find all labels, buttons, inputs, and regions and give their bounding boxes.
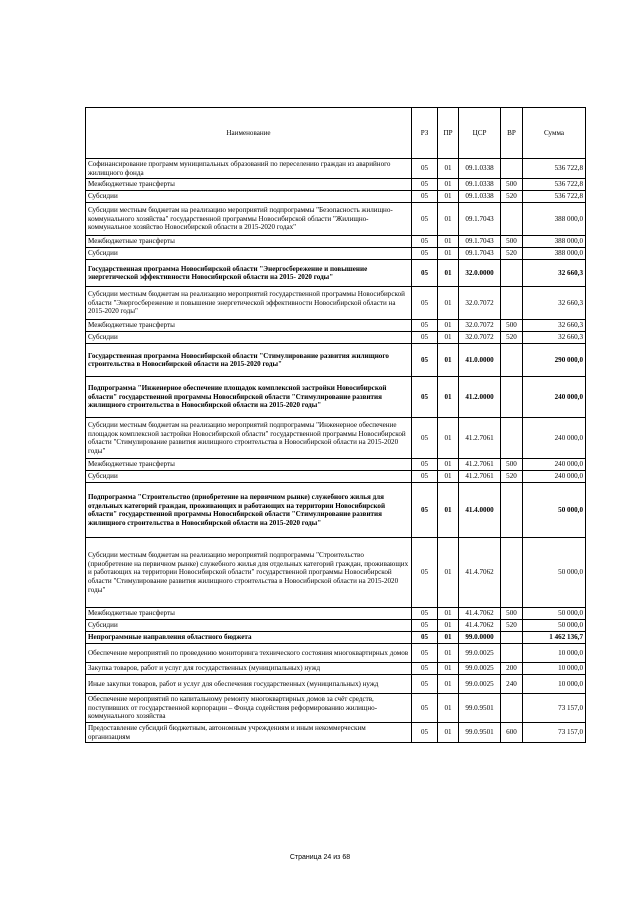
cell-pr: 01	[438, 332, 459, 344]
table-body	[86, 159, 586, 743]
cell-pr: 01	[438, 675, 459, 694]
cell-pr: 01	[438, 377, 459, 418]
cell-pr: 01	[438, 287, 459, 320]
cell-csr: 41.0.0000	[459, 344, 501, 377]
cell-vr: 520	[501, 471, 523, 483]
cell-vr: 500	[501, 459, 523, 471]
cell-csr: 32.0.7072	[459, 287, 501, 320]
cell-csr: 09.1.7043	[459, 203, 501, 236]
cell-pr: 01	[438, 483, 459, 538]
cell-name: Субсидии местным бюджетам на реализацию мероприятий государственной программы Новосибирской области "Энергосбережение и повышение энергетической эффективности Новосибирской области на 2015-2020 годы"	[86, 287, 412, 320]
cell-rz: 05	[412, 344, 438, 377]
cell-vr	[501, 483, 523, 538]
cell-rz: 05	[412, 538, 438, 608]
cell-sum: 10 000,0	[523, 644, 586, 663]
cell-name: Подпрограмма "Строительство (приобретение на первичном рынке) служебного жилья для отдельных категорий граждан, проживающих и работающих на территории Новосибирской области" государственной программы Новосибирской области "Стимулирование развития жилищного строительства в Новосибирской области на 2015-2020 годы"	[86, 483, 412, 538]
cell-sum: 10 000,0	[523, 663, 586, 675]
cell-rz: 05	[412, 248, 438, 260]
cell-vr: 520	[501, 332, 523, 344]
cell-name: Субсидии местным бюджетам на реализацию мероприятий подпрограммы "Строительство (приобретение на первичном рынке) служебного жилья для отдельных категорий граждан, проживающих и работающих на территории Новосибирской области" государственной программы Новосибирской области "Стимулирование развития жилищного строительства в Новосибирской области на 2015-2020 годы"	[86, 538, 412, 608]
cell-pr: 01	[438, 179, 459, 191]
cell-csr: 41.2.0000	[459, 377, 501, 418]
cell-vr	[501, 644, 523, 663]
cell-vr: 500	[501, 608, 523, 620]
cell-rz: 05	[412, 236, 438, 248]
cell-sum: 32 660,3	[523, 287, 586, 320]
cell-name: Межбюджетные трансферты	[86, 179, 412, 191]
cell-name: Субсидии местным бюджетам на реализацию мероприятий подпрограммы "Безопасность жилищно-коммунального хозяйства" государственной программы Новосибирской области "Жилищно-коммунальное хозяйство Новосибирской области в 2015-2020 годах"	[86, 203, 412, 236]
cell-csr: 41.4.7062	[459, 538, 501, 608]
cell-pr: 01	[438, 471, 459, 483]
table-row	[86, 620, 586, 632]
table-row	[86, 236, 586, 248]
cell-pr: 01	[438, 236, 459, 248]
cell-vr	[501, 344, 523, 377]
cell-csr: 41.4.7062	[459, 608, 501, 620]
table-row	[86, 418, 586, 459]
cell-rz: 05	[412, 459, 438, 471]
cell-sum: 10 000,0	[523, 675, 586, 694]
cell-pr: 01	[438, 159, 459, 179]
cell-csr: 99.0.0025	[459, 663, 501, 675]
cell-pr: 01	[438, 203, 459, 236]
table-row	[86, 203, 586, 236]
cell-rz: 05	[412, 675, 438, 694]
cell-rz: 05	[412, 644, 438, 663]
cell-pr: 01	[438, 418, 459, 459]
cell-vr	[501, 159, 523, 179]
cell-vr: 500	[501, 320, 523, 332]
cell-pr: 01	[438, 248, 459, 260]
cell-sum: 50 000,0	[523, 483, 586, 538]
cell-csr: 32.0.7072	[459, 332, 501, 344]
table-row	[86, 632, 586, 644]
cell-csr: 09.1.7043	[459, 236, 501, 248]
cell-name: Межбюджетные трансферты	[86, 608, 412, 620]
cell-name: Обеспечение мероприятий по проведению мониторинга технического состояния многоквартирных домов	[86, 644, 412, 663]
cell-csr: 41.2.7061	[459, 418, 501, 459]
header-sum: Сумма	[523, 108, 586, 159]
cell-name: Предоставление субсидий бюджетным, автономным учреждениям и иным некоммерческим организациям	[86, 722, 412, 742]
cell-pr: 01	[438, 620, 459, 632]
cell-sum: 240 000,0	[523, 377, 586, 418]
cell-name: Софинансирование программ муниципальных образований по переселению граждан из аварийного жилищного фонда	[86, 159, 412, 179]
table-row	[86, 260, 586, 287]
cell-name: Межбюджетные трансферты	[86, 459, 412, 471]
cell-rz: 05	[412, 260, 438, 287]
cell-pr: 01	[438, 320, 459, 332]
cell-name: Государственная программа Новосибирской области "Стимулирование развития жилищного строительства в Новосибирской области на 2015-2020 годы"	[86, 344, 412, 377]
cell-name: Закупка товаров, работ и услуг для государственных (муниципальных) нужд	[86, 663, 412, 675]
table-row	[86, 191, 586, 203]
cell-name: Подпрограмма "Инженерное обеспечение площадок комплексной застройки Новосибирской области" государственной программы Новосибирской области "Стимулирование развития жилищного строительства в Новосибирской области на 2015-2020 годы"	[86, 377, 412, 418]
table-row	[86, 663, 586, 675]
cell-name: Межбюджетные трансферты	[86, 236, 412, 248]
header-name: Наименование	[86, 108, 412, 159]
cell-pr: 01	[438, 538, 459, 608]
cell-name: Государственная программа Новосибирской области "Энергосбережение и повышение энергетической эффективности Новосибирской области на 2015- 2020 годы"	[86, 260, 412, 287]
cell-vr: 240	[501, 675, 523, 694]
table-row	[86, 483, 586, 538]
cell-vr	[501, 632, 523, 644]
cell-vr: 520	[501, 620, 523, 632]
cell-rz: 05	[412, 377, 438, 418]
cell-csr: 99.0.9501	[459, 722, 501, 742]
cell-vr	[501, 203, 523, 236]
table-row	[86, 459, 586, 471]
cell-name: Обеспечение мероприятий по капитальному ремонту многоквартирных домов за счёт средств, поступивших от государственной корпорации – Фонда содействия реформированию жилищно-коммунального хозяйства	[86, 694, 412, 723]
budget-table	[85, 107, 586, 743]
cell-csr: 09.1.7043	[459, 248, 501, 260]
table-row	[86, 722, 586, 742]
table-row	[86, 377, 586, 418]
cell-pr: 01	[438, 644, 459, 663]
cell-sum: 388 000,0	[523, 248, 586, 260]
cell-vr	[501, 694, 523, 723]
cell-vr	[501, 377, 523, 418]
cell-rz: 05	[412, 663, 438, 675]
cell-rz: 05	[412, 179, 438, 191]
cell-vr: 520	[501, 248, 523, 260]
table-row	[86, 471, 586, 483]
table-row	[86, 675, 586, 694]
cell-csr: 41.2.7061	[459, 459, 501, 471]
cell-pr: 01	[438, 632, 459, 644]
cell-rz: 05	[412, 471, 438, 483]
cell-sum: 50 000,0	[523, 620, 586, 632]
cell-vr: 200	[501, 663, 523, 675]
cell-rz: 05	[412, 722, 438, 742]
cell-sum: 240 000,0	[523, 418, 586, 459]
table-row	[86, 644, 586, 663]
cell-vr	[501, 538, 523, 608]
cell-sum: 32 660,3	[523, 332, 586, 344]
cell-csr: 41.2.7061	[459, 471, 501, 483]
cell-csr: 09.1.0338	[459, 179, 501, 191]
cell-name: Субсидии	[86, 471, 412, 483]
cell-sum: 32 660,3	[523, 260, 586, 287]
cell-sum: 73 157,0	[523, 722, 586, 742]
cell-csr: 09.1.0338	[459, 159, 501, 179]
header-rz: РЗ	[412, 108, 438, 159]
cell-pr: 01	[438, 608, 459, 620]
cell-name: Непрограммные направления областного бюджета	[86, 632, 412, 644]
cell-rz: 05	[412, 159, 438, 179]
table-row	[86, 179, 586, 191]
cell-csr: 99.0.0000	[459, 632, 501, 644]
table-row	[86, 287, 586, 320]
cell-name: Субсидии	[86, 191, 412, 203]
cell-sum: 388 000,0	[523, 236, 586, 248]
cell-name: Иные закупки товаров, работ и услуг для обеспечения государственных (муниципальных) нужд	[86, 675, 412, 694]
cell-pr: 01	[438, 459, 459, 471]
cell-vr: 600	[501, 722, 523, 742]
cell-pr: 01	[438, 191, 459, 203]
cell-vr	[501, 418, 523, 459]
cell-sum: 32 660,3	[523, 320, 586, 332]
cell-name: Субсидии	[86, 332, 412, 344]
cell-name: Субсидии	[86, 620, 412, 632]
cell-rz: 05	[412, 418, 438, 459]
cell-vr: 520	[501, 191, 523, 203]
cell-sum: 50 000,0	[523, 538, 586, 608]
table-row	[86, 159, 586, 179]
header-vr: ВР	[501, 108, 523, 159]
cell-rz: 05	[412, 332, 438, 344]
cell-sum: 290 000,0	[523, 344, 586, 377]
cell-sum: 536 722,8	[523, 179, 586, 191]
table-row	[86, 344, 586, 377]
table-row	[86, 320, 586, 332]
cell-name: Субсидии местным бюджетам на реализацию мероприятий подпрограммы "Инженерное обеспечение площадок комплексной застройки Новосибирской области" государственной программы Новосибирской области "Стимулирование развития жилищного строительства в Новосибирской области на 2015-2020 годы"	[86, 418, 412, 459]
cell-csr: 99.0.0025	[459, 675, 501, 694]
cell-sum: 240 000,0	[523, 471, 586, 483]
header-pr: ПР	[438, 108, 459, 159]
cell-rz: 05	[412, 694, 438, 723]
table-row	[86, 538, 586, 608]
cell-vr: 500	[501, 179, 523, 191]
cell-rz: 05	[412, 287, 438, 320]
cell-csr: 41.4.7062	[459, 620, 501, 632]
cell-pr: 01	[438, 694, 459, 723]
cell-name: Субсидии	[86, 248, 412, 260]
cell-vr	[501, 287, 523, 320]
cell-rz: 05	[412, 203, 438, 236]
cell-csr: 99.0.9501	[459, 694, 501, 723]
cell-sum: 50 000,0	[523, 608, 586, 620]
table-row	[86, 694, 586, 723]
table-header-row	[86, 108, 586, 159]
cell-rz: 05	[412, 608, 438, 620]
cell-csr: 99.0.0025	[459, 644, 501, 663]
cell-sum: 536 722,8	[523, 191, 586, 203]
cell-sum: 240 000,0	[523, 459, 586, 471]
table-row	[86, 248, 586, 260]
header-csr: ЦСР	[459, 108, 501, 159]
cell-csr: 32.0.7072	[459, 320, 501, 332]
cell-vr	[501, 260, 523, 287]
page-number: Страница 24 из 68	[289, 854, 351, 861]
cell-sum: 388 000,0	[523, 203, 586, 236]
cell-csr: 09.1.0338	[459, 191, 501, 203]
cell-rz: 05	[412, 483, 438, 538]
cell-rz: 05	[412, 632, 438, 644]
cell-pr: 01	[438, 260, 459, 287]
cell-rz: 05	[412, 320, 438, 332]
cell-csr: 41.4.0000	[459, 483, 501, 538]
cell-sum: 536 722,8	[523, 159, 586, 179]
cell-csr: 32.0.0000	[459, 260, 501, 287]
cell-name: Межбюджетные трансферты	[86, 320, 412, 332]
cell-pr: 01	[438, 344, 459, 377]
cell-vr: 500	[501, 236, 523, 248]
cell-pr: 01	[438, 722, 459, 742]
cell-pr: 01	[438, 663, 459, 675]
table-row	[86, 608, 586, 620]
cell-rz: 05	[412, 620, 438, 632]
table-row	[86, 332, 586, 344]
cell-sum: 1 462 136,7	[523, 632, 586, 644]
cell-sum: 73 157,0	[523, 694, 586, 723]
cell-rz: 05	[412, 191, 438, 203]
